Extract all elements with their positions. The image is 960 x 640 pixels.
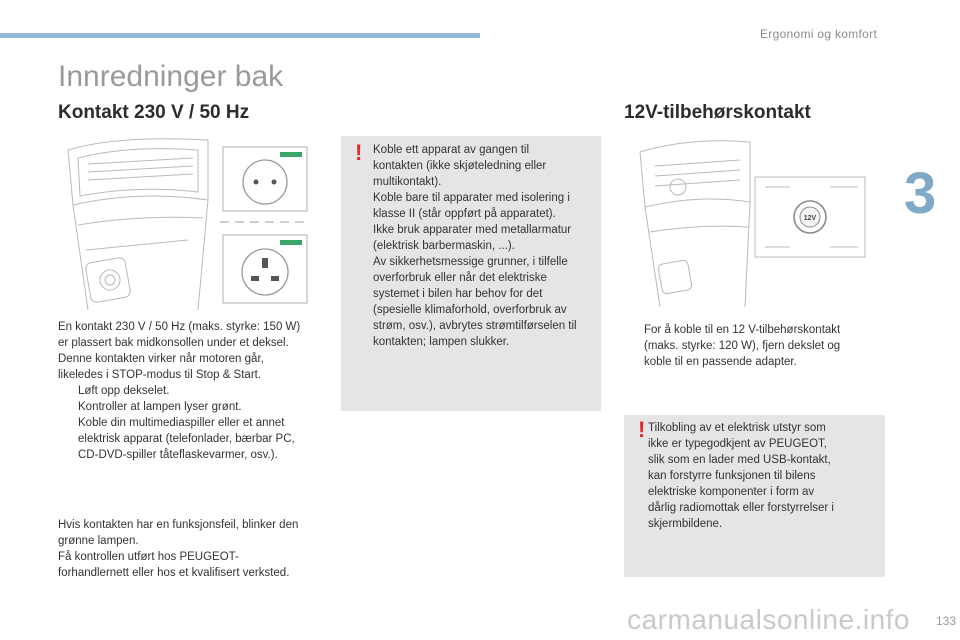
step-text: Koble din multimediaspiller eller et annet	[78, 417, 285, 429]
heading-12v-socket: 12V-tilbehørskontakt	[624, 102, 811, 123]
fault-line: Hvis kontakten har en funksjonsfeil, blinker den	[58, 519, 299, 531]
warning-line: kontakten; lampen slukker.	[373, 336, 510, 348]
step-text: For å koble til en 12 V-tilbehørskontakt	[644, 324, 841, 336]
warning-line: skjermbildene.	[648, 518, 723, 530]
warning-line: Koble ett apparat av gangen til	[373, 144, 530, 156]
bullet-marker	[58, 415, 78, 463]
step-text: (maks. styrke: 120 W), fjern dekslet og	[644, 340, 841, 352]
warning-line: systemet i bilen har behov for det	[373, 288, 543, 300]
step-connect-device	[58, 415, 328, 463]
warning-line: elektriske komponenter i form av	[648, 486, 815, 498]
separator-dashes	[218, 218, 312, 226]
step-text: koble til en passende adapter.	[644, 356, 797, 368]
fault-line: Få kontrollen utført hos PEUGEOT-	[58, 551, 239, 563]
bullet-marker	[58, 399, 78, 415]
warning-line: kan forstyrre funksjonen til bilens	[648, 470, 816, 482]
warning-box-12v	[624, 415, 885, 577]
rear-console-230v-illustration	[58, 130, 218, 312]
warning-line: overforbruk eller når det elektriske	[373, 272, 547, 284]
warning-line: kontakten (ikke skjøteledning eller	[373, 160, 547, 172]
warning-line: Ikke bruk apparater med metallarmatur	[373, 224, 572, 236]
page-number: 133	[935, 614, 956, 628]
step-text: CD-DVD-spiller tåteflaskevarmer, osv.).	[78, 449, 278, 461]
step-text: Løft opp dekselet.	[78, 385, 170, 397]
step-12v-text	[624, 322, 874, 370]
page-title: Innredninger bak	[58, 60, 284, 93]
heading-230v-socket: Kontakt 230 V / 50 Hz	[58, 102, 250, 123]
warning-line: (elektrisk barbermaskin, ...).	[373, 240, 515, 252]
chapter-number: 3	[904, 161, 937, 226]
warning-line: dårlig radiomottak eller forstyrrelser i	[648, 502, 834, 514]
fault-line: grønne lampen.	[58, 535, 139, 547]
warning-line: Koble bare til apparater med isolering i	[373, 192, 570, 204]
socket-12v-label: 12V	[803, 215, 817, 222]
bullet-marker	[58, 383, 78, 399]
rear-console-12v-illustration	[630, 132, 870, 307]
warning-line: Tilkobling av et elektrisk utstyr som	[648, 422, 826, 434]
warning-box-230v	[341, 136, 601, 411]
warning-line: klasse II (står oppført på apparatet).	[373, 208, 556, 220]
warning-line: (spesielle klimaforhold, overforbruk av	[373, 304, 567, 316]
step-lift-cover	[58, 383, 328, 399]
warning-line: slik som en lader med USB-kontakt,	[648, 454, 831, 466]
uk-socket-illustration	[222, 234, 308, 304]
watermark-text: carmanualsonline.info	[627, 604, 910, 635]
intro-line: Denne kontakten virker når motoren går,	[58, 353, 264, 365]
bullet-marker	[624, 322, 644, 370]
step-connect-12v	[624, 322, 874, 370]
warning-line: multikontakt).	[373, 176, 442, 188]
fault-line: forhandlernett eller hos et kvalifisert verksted.	[58, 567, 290, 579]
intro-line: er plassert bak midkonsollen under et deksel.	[58, 337, 289, 349]
step-text: elektrisk apparat (telefonlader, bærbar PC,	[78, 433, 295, 445]
intro-line: likeledes i STOP-modus til Stop & Start.	[58, 369, 262, 381]
warning-icon: !	[638, 417, 646, 442]
warning-icon: !	[355, 140, 363, 165]
step-text: Kontroller at lampen lyser grønt.	[78, 401, 242, 413]
intro-230v-text	[58, 319, 328, 463]
section-label: Ergonomi og komfort	[760, 27, 878, 41]
header-accent-bar	[0, 33, 480, 38]
eu-socket-illustration	[222, 146, 308, 212]
warning-line: Av sikkerhetsmessige grunner, i tilfelle	[373, 256, 568, 268]
intro-line: En kontakt 230 V / 50 Hz (maks. styrke: 150 W)	[58, 321, 301, 333]
step-check-lamp	[58, 399, 328, 415]
warning-line: ikke er typegodkjent av PEUGEOT,	[648, 438, 827, 450]
warning-line: strøm, osv.), avbrytes strømtilførselen til	[373, 320, 577, 332]
fault-text	[58, 517, 328, 581]
